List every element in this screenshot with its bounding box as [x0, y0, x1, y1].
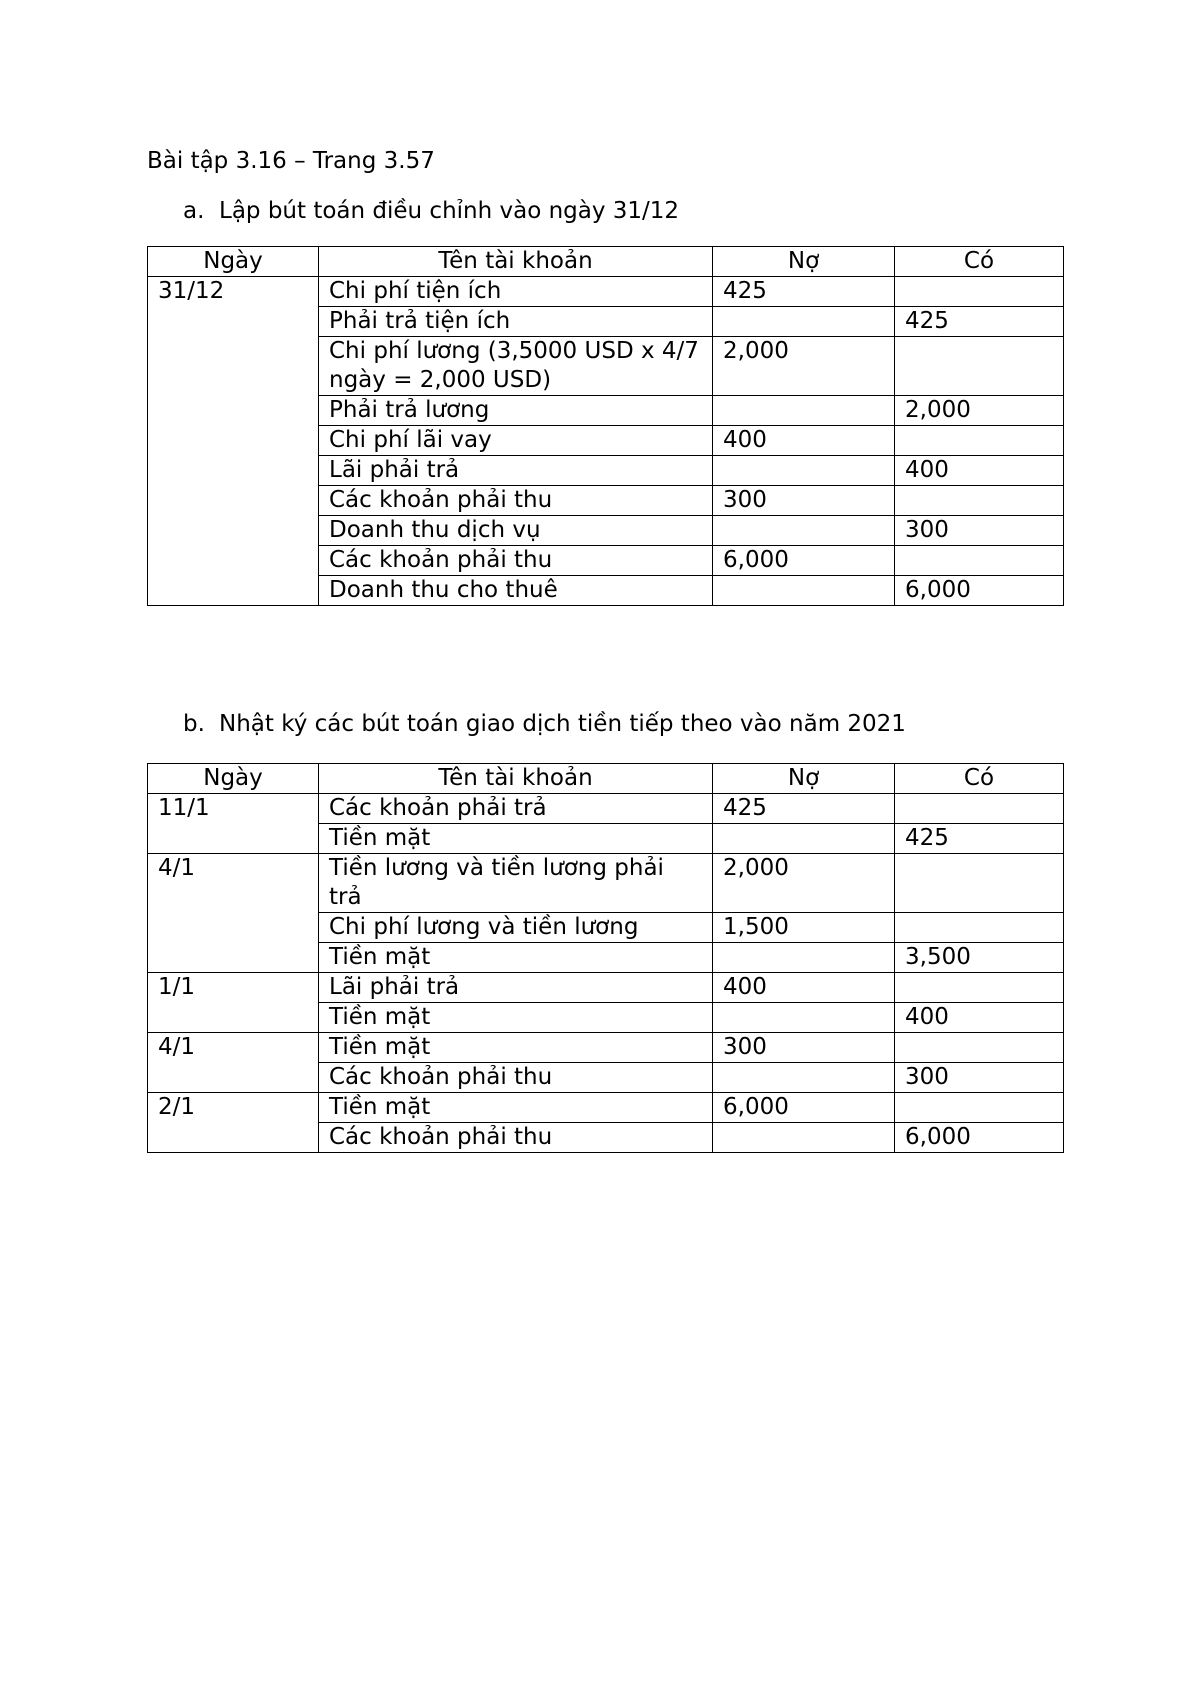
- debit-cell: 400: [713, 973, 895, 1003]
- credit-cell: 3,500: [895, 943, 1064, 973]
- debit-cell: 425: [713, 277, 895, 307]
- section-a-heading: [147, 196, 679, 226]
- credit-cell: [895, 1093, 1064, 1123]
- account-cell: Các khoản phải thu: [319, 1063, 713, 1093]
- table-row: [148, 973, 1064, 1003]
- account-cell: Chi phí lương và tiền lương: [319, 913, 713, 943]
- adjusting-entries-table: [147, 246, 1064, 606]
- credit-cell: [895, 546, 1064, 576]
- credit-cell: 2,000: [895, 396, 1064, 426]
- table-header-row: [148, 764, 1064, 794]
- debit-cell: 300: [713, 486, 895, 516]
- section-a-heading-text: Lập bút toán điều chỉnh vào ngày 31/12: [219, 198, 680, 224]
- debit-cell: 2,000: [713, 854, 895, 913]
- section-b-heading-text: Nhật ký các bút toán giao dịch tiền tiếp theo vào năm 2021: [219, 711, 906, 737]
- account-cell: Lãi phải trả: [319, 973, 713, 1003]
- date-cell: 2/1: [148, 1093, 319, 1153]
- table-row: [148, 277, 1064, 307]
- debit-cell: 300: [713, 1033, 895, 1063]
- debit-cell: [713, 824, 895, 854]
- date-cell: 31/12: [148, 277, 319, 606]
- debit-cell: 6,000: [713, 546, 895, 576]
- account-cell: Phải trả lương: [319, 396, 713, 426]
- debit-cell: 2,000: [713, 337, 895, 396]
- credit-cell: [895, 794, 1064, 824]
- account-cell: Chi phí tiện ích: [319, 277, 713, 307]
- debit-cell: [713, 1003, 895, 1033]
- debit-cell: [713, 1063, 895, 1093]
- credit-cell: [895, 426, 1064, 456]
- credit-cell: 400: [895, 1003, 1064, 1033]
- credit-cell: [895, 854, 1064, 913]
- account-cell: Tiền mặt: [319, 824, 713, 854]
- account-cell: Lãi phải trả: [319, 456, 713, 486]
- account-cell: Các khoản phải thu: [319, 1123, 713, 1153]
- table-header-row: [148, 247, 1064, 277]
- credit-cell: [895, 337, 1064, 396]
- section-b-heading: [147, 709, 906, 739]
- debit-cell: 1,500: [713, 913, 895, 943]
- debit-cell: [713, 307, 895, 337]
- credit-cell: [895, 913, 1064, 943]
- credit-cell: 400: [895, 456, 1064, 486]
- account-cell: Các khoản phải thu: [319, 486, 713, 516]
- header-credit: Có: [895, 247, 1064, 277]
- table-row: [148, 1033, 1064, 1063]
- credit-cell: 300: [895, 516, 1064, 546]
- header-date: Ngày: [148, 764, 319, 794]
- account-cell: Các khoản phải trả: [319, 794, 713, 824]
- debit-cell: [713, 516, 895, 546]
- account-cell: Chi phí lương (3,5000 USD x 4/7 ngày = 2,000 USD): [319, 337, 713, 396]
- header-debit: Nợ: [713, 247, 895, 277]
- cash-transactions-table: [147, 763, 1064, 1153]
- date-cell: 4/1: [148, 1033, 319, 1093]
- debit-cell: 400: [713, 426, 895, 456]
- account-cell: Tiền mặt: [319, 1093, 713, 1123]
- account-cell: Tiền mặt: [319, 1033, 713, 1063]
- section-a-marker: a.: [183, 198, 205, 224]
- page-title: Bài tập 3.16 – Trang 3.57: [147, 148, 435, 174]
- account-cell: Phải trả tiện ích: [319, 307, 713, 337]
- account-cell: Tiền lương và tiền lương phải trả: [319, 854, 713, 913]
- debit-cell: [713, 456, 895, 486]
- credit-cell: 425: [895, 307, 1064, 337]
- header-date: Ngày: [148, 247, 319, 277]
- account-cell: Doanh thu dịch vụ: [319, 516, 713, 546]
- credit-cell: 425: [895, 824, 1064, 854]
- account-cell: Chi phí lãi vay: [319, 426, 713, 456]
- account-cell: Doanh thu cho thuê: [319, 576, 713, 606]
- account-cell: Tiền mặt: [319, 1003, 713, 1033]
- credit-cell: 300: [895, 1063, 1064, 1093]
- header-debit: Nợ: [713, 764, 895, 794]
- debit-cell: [713, 396, 895, 426]
- date-cell: 11/1: [148, 794, 319, 854]
- account-cell: Tiền mặt: [319, 943, 713, 973]
- header-account: Tên tài khoản: [319, 247, 713, 277]
- table-row: [148, 794, 1064, 824]
- section-b-marker: b.: [183, 711, 205, 737]
- debit-cell: [713, 943, 895, 973]
- credit-cell: 6,000: [895, 576, 1064, 606]
- header-account: Tên tài khoản: [319, 764, 713, 794]
- debit-cell: 6,000: [713, 1093, 895, 1123]
- credit-cell: [895, 486, 1064, 516]
- credit-cell: [895, 277, 1064, 307]
- debit-cell: 425: [713, 794, 895, 824]
- credit-cell: [895, 973, 1064, 1003]
- date-cell: 4/1: [148, 854, 319, 973]
- debit-cell: [713, 576, 895, 606]
- credit-cell: [895, 1033, 1064, 1063]
- header-credit: Có: [895, 764, 1064, 794]
- credit-cell: 6,000: [895, 1123, 1064, 1153]
- debit-cell: [713, 1123, 895, 1153]
- table-row: [148, 1093, 1064, 1123]
- date-cell: 1/1: [148, 973, 319, 1033]
- table-row: [148, 854, 1064, 913]
- account-cell: Các khoản phải thu: [319, 546, 713, 576]
